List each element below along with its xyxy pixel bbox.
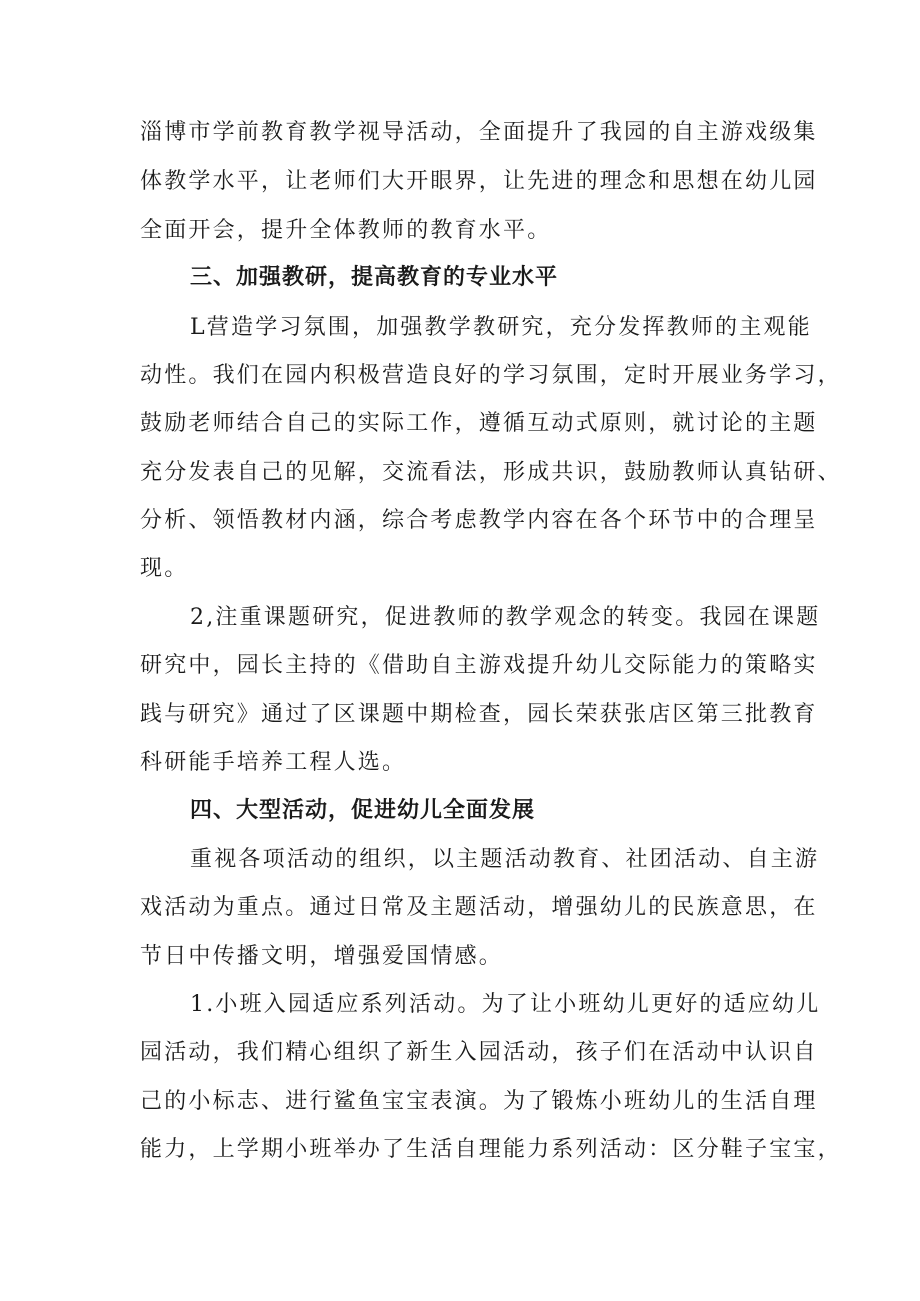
paragraph-line: 戏活动为重点。通过日常及主题活动，增强幼儿的民族意思，在 [140, 895, 818, 920]
paragraph-line: 淄博市学前教育教学视导活动，全面提升了我园的自主游戏级集 [140, 120, 818, 145]
paragraph-line: 鼓励老师结合自己的实际工作，遵循互动式原则，就讨论的主题 [140, 411, 818, 436]
section-heading-3: 三、加强教研，提高教育的专业水平 [190, 265, 559, 290]
paragraph-line: 科研能手培养工程人选。 [140, 750, 407, 775]
paragraph-line: 己的小标志、进行鲨鱼宝宝表演。为了锻炼小班幼儿的生活自理 [140, 1089, 818, 1114]
paragraph-line: L营造学习氛围，加强教学教研究，充分发挥教师的主观能 [190, 315, 812, 340]
paragraph-line: 分析、领悟教材内涵，综合考虑教学内容在各个环节中的合理呈 [140, 508, 818, 533]
paragraph-line: 体教学水平，让老师们大开眼界，让先进的理念和思想在幼儿园 [140, 169, 818, 194]
paragraph-line: 研究中，园长主持的《借助自主游戏提升幼儿交际能力的策略实 [140, 653, 818, 678]
paragraph-line: 全面开会，提升全体教师的教育水平。 [140, 218, 552, 243]
paragraph-line: 重视各项活动的组织，以主题活动教育、社团活动、自主游 [190, 847, 820, 872]
paragraph-line: 动性。我们在园内积极营造良好的学习氛围，定时开展业务学习， [140, 363, 842, 388]
paragraph-line: 能力，上学期小班举办了生活自理能力系列活动：区分鞋子宝宝， [140, 1137, 842, 1162]
paragraph-line: 践与研究》通过了区课题中期检查，园长荣获张店区第三批教育 [140, 702, 818, 727]
paragraph-line: 充分发表自己的见解，交流看法，形成共识，鼓励教师认真钻研、 [140, 460, 842, 485]
section-heading-4: 四、大型活动，促进幼儿全面发展 [190, 798, 536, 823]
paragraph-line: 现。 [140, 556, 189, 581]
paragraph-line: 2,注重课题研究，促进教师的教学观念的转变。我园在课题 [190, 605, 821, 630]
paragraph-line: 节日中传播文明，增强爱国情感。 [140, 944, 504, 969]
paragraph-line: 1.小班入园适应系列活动。为了让小班幼儿更好的适应幼儿 [190, 992, 821, 1017]
paragraph-line: 园活动，我们精心组织了新生入园活动，孩子们在活动中认识自 [140, 1040, 818, 1065]
